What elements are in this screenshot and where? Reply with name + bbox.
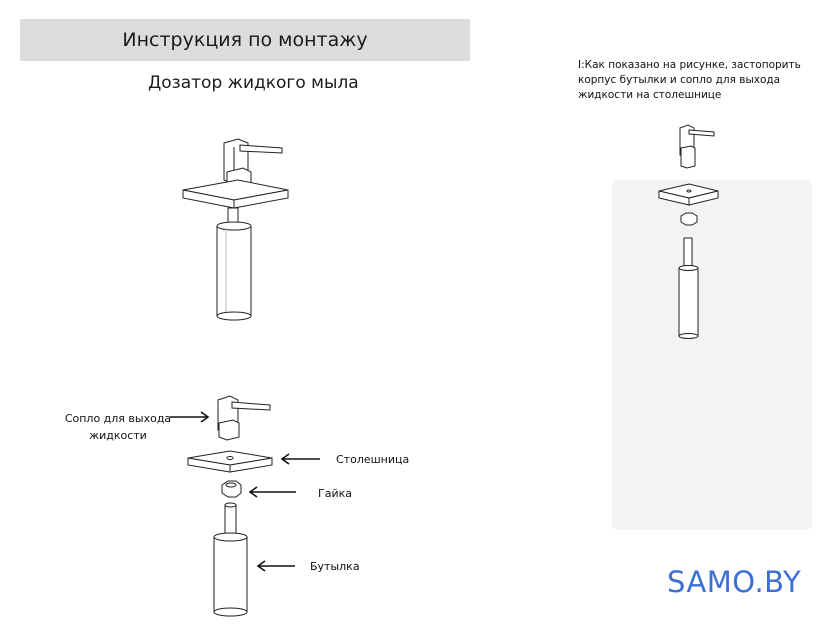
exploded-dispenser-illustration bbox=[188, 396, 272, 616]
label-bottle: Бутылка bbox=[310, 560, 360, 573]
label-nut: Гайка bbox=[318, 487, 352, 500]
samo-logo: SAMO.BY bbox=[667, 565, 802, 599]
page-title: Инструкция по монтажу bbox=[122, 29, 368, 51]
watermark-pattern bbox=[612, 180, 812, 530]
label-nozzle: Сопло для выхода жидкости bbox=[64, 412, 172, 442]
product-subtitle: Дозатор жидкого мыла bbox=[148, 73, 359, 93]
step-instruction-text: I:Как показано на рисунке, застопорить корпус бутылки и сопло для выхода жидкости на столешнице bbox=[578, 59, 801, 101]
assembled-dispenser-illustration bbox=[183, 139, 288, 320]
label-countertop: Столешница bbox=[336, 453, 410, 466]
